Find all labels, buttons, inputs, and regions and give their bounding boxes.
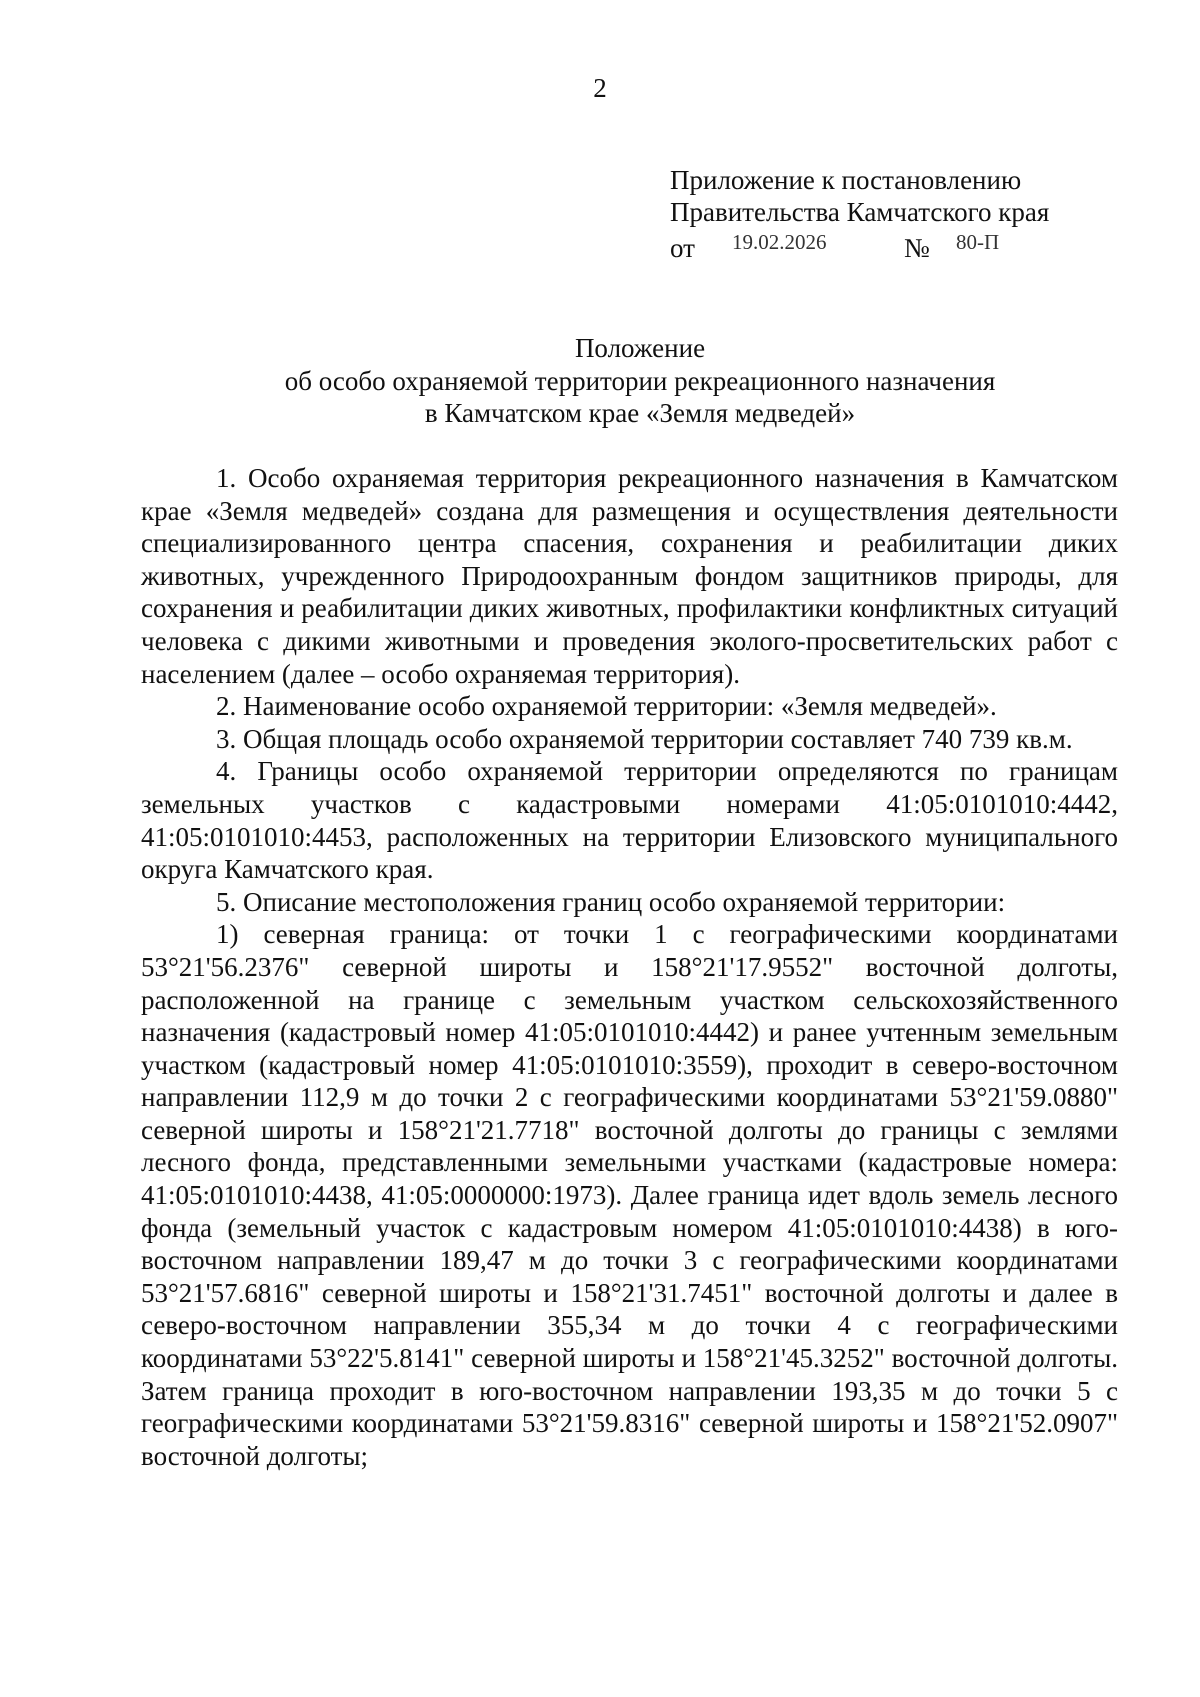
document-title: [140, 332, 1140, 430]
appendix-line-2: Правительства Камчатского края: [670, 197, 1050, 227]
from-label: от: [670, 233, 695, 263]
document-body: [141, 462, 1118, 1472]
paragraph-4: 4. Границы особо охраняемой территории определяются по границам земельных участков с кадастровыми номерами 41:05:0101010:4442, 41:05:0101010:4453, расположенных на территории Елизовского муниципального округа Камчатского края.: [141, 756, 1118, 885]
paragraph-5-1: 1) северная граница: от точки 1 с географическими координатами 53°21'56.2376" северной широты и 158°21'17.9552" восточной долготы, расположенной на границе с земельным участком сельскохозяйственного назначения (кадастровый номер 41:05:0101010:4442) и ранее учтенным земельным участком (кадастровый номер 41:05:0101010:3559), проходит в северо-восточном направлении 112,9 м до точки 2 с географическими координатами 53°21'59.0880" северной широты и 158°21'21.7718" восточной долготы до границы с землями лесного фонда, представленными земельными участками (кадастровые номера: 41:05:0101010:4438, 41:05:0000000:1973). Далее граница идет вдоль земель лесного фонда (земельный участок с кадастровым номером 41:05:0101010:4438) в юго-восточном направлении 189,47 м до точки 3 с географическими координатами 53°21'57.6816" северной широты и 158°21'31.7451" восточной долготы и далее в северо-восточном направлении 355,34 м до точки 4 с географическими координатами 53°22'5.8141" северной широты и 158°21'45.3252" восточной долготы. Затем граница проходит в юго-восточном направлении 193,35 м до точки 5 с географическими координатами 53°21'59.8316" северной широты и 158°21'52.0907" восточной долготы;: [141, 919, 1118, 1471]
paragraph-1: 1. Особо охраняемая территория рекреационного назначения в Камчатском крае «Земля медведей» создана для размещения и осуществления деятельности специализированного центра спасения, сохранения и реабилитации диких животных, учрежденного Природоохранным фондом защитников природы, для сохранения и реабилитации диких животных, профилактики конфликтных ситуаций человека с дикими животными и проведения эколого-просветительских работ с населением (далее – особо охраняемая территория).: [141, 463, 1118, 689]
title-line-2: об особо охраняемой территории рекреационного назначения: [284, 365, 996, 396]
number-label: №: [904, 233, 930, 263]
appendix-date-row: [670, 228, 1090, 263]
decree-date: 19.02.2026: [732, 230, 827, 254]
title-line-1: Положение: [574, 333, 706, 363]
page-number: 2: [593, 73, 607, 103]
paragraph-3: 3. Общая площадь особо охраняемой территории составляет 740 739 кв.м.: [216, 723, 1073, 754]
paragraph-5: 5. Описание местоположения границ особо охраняемой территории:: [216, 886, 1006, 917]
appendix-line-1: Приложение к постановлению: [670, 165, 1022, 195]
appendix-header: [670, 164, 1090, 263]
decree-number: 80-П: [956, 230, 1000, 254]
paragraph-2: 2. Наименование особо охраняемой территории: «Земля медведей».: [216, 691, 997, 722]
title-line-3: в Камчатском крае «Земля медведей»: [424, 398, 856, 428]
